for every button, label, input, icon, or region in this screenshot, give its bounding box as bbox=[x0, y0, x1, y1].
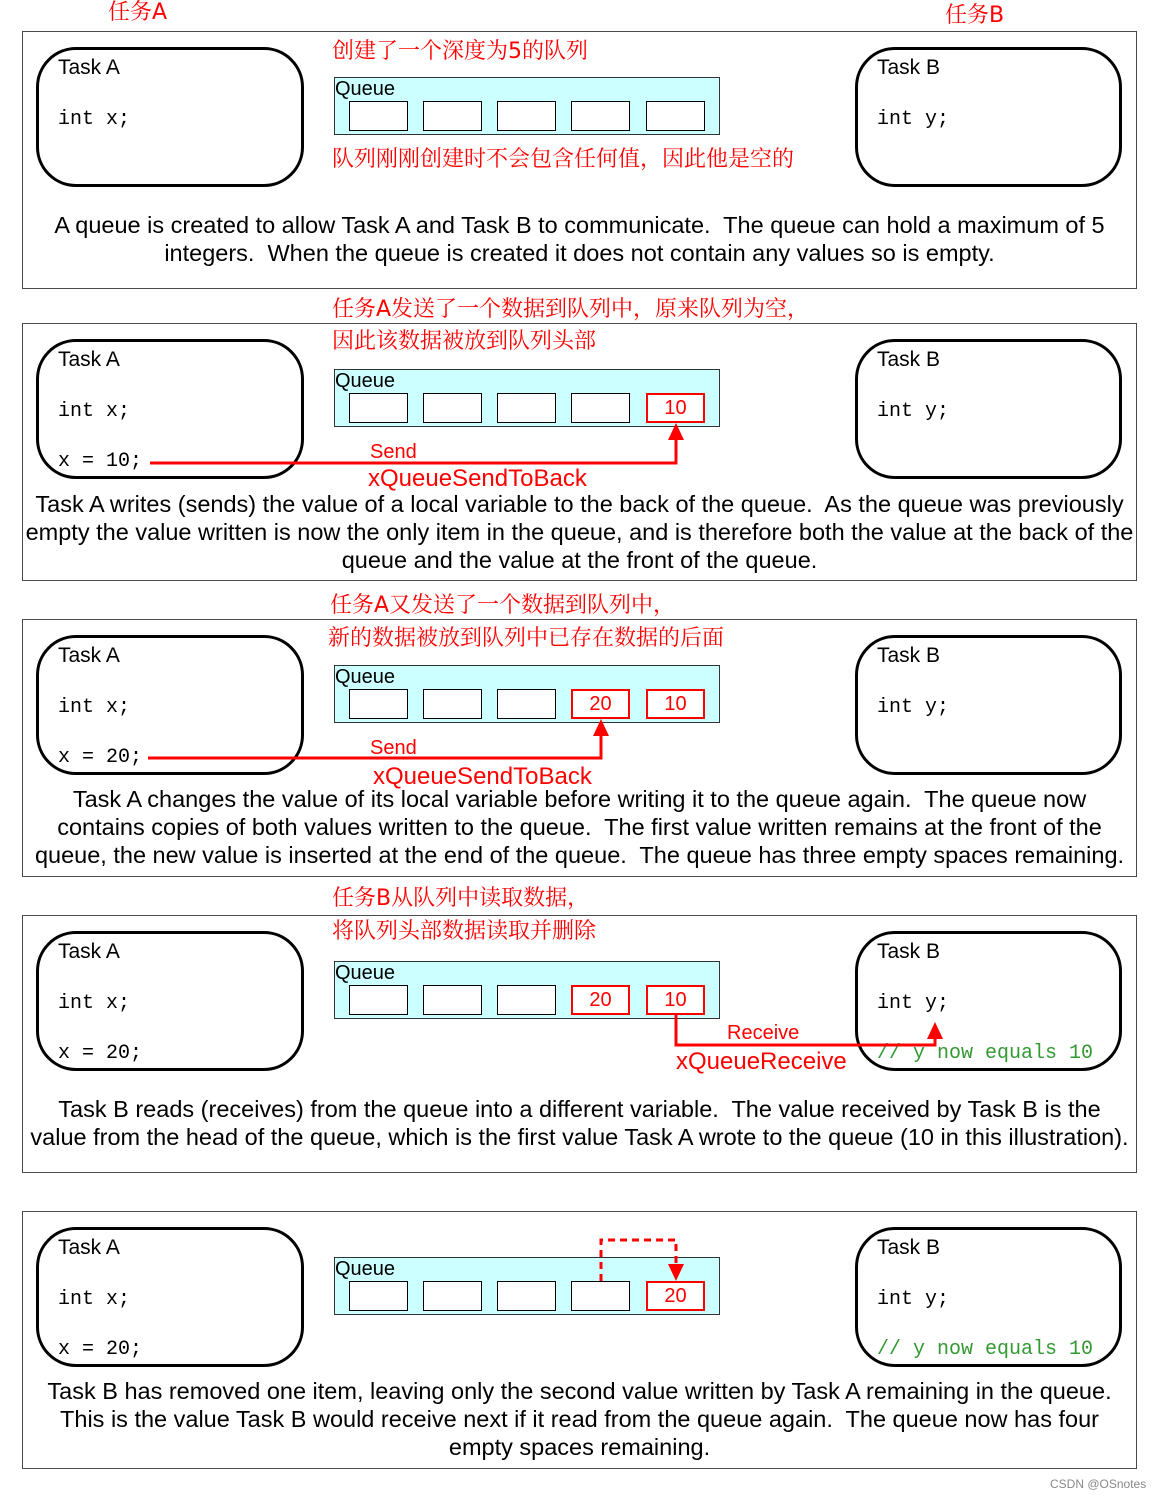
annotation-line: 任务A发送了一个数据到队列中，原来队列为空， bbox=[332, 297, 810, 322]
description bbox=[23, 785, 1136, 869]
queue bbox=[334, 77, 720, 135]
task-a-heading: 任务A bbox=[108, 0, 168, 25]
description-line: queue, the new value is inserted at the end of the queue. The queue has three empty spaces remaining. bbox=[34, 842, 1125, 868]
send-label: Send bbox=[370, 737, 417, 759]
panel-second-send bbox=[22, 593, 1137, 877]
annotation-line: 任务A又发送了一个数据到队列中， bbox=[330, 593, 676, 618]
annotation-line: 将队列头部数据读取并删除 bbox=[332, 919, 597, 944]
queue-label: Queue bbox=[335, 666, 396, 688]
queue-cell bbox=[349, 985, 408, 1015]
description-line: value from the head of the queue, which is the first value Task A wrote to the queue (10 in this illustration). bbox=[30, 1124, 1129, 1150]
queue-cell bbox=[497, 985, 556, 1015]
annotation-line: 任务B从队列中读取数据， bbox=[332, 886, 590, 911]
description-line: queue and the value at the front of the queue. bbox=[341, 547, 818, 573]
task-a-statement: x = 20; bbox=[58, 1042, 143, 1065]
description-line: Task B has removed one item, leaving only the second value written by Task A remaining in the queue. bbox=[47, 1378, 1112, 1404]
watermark: CSDN @OSnotes bbox=[1050, 1477, 1147, 1491]
task-b-title: Task B bbox=[877, 1236, 941, 1259]
description-line: This is the value Task B would receive next if it read from the queue again. The queue now has four bbox=[60, 1406, 1099, 1432]
function-label: xQueueSendToBack bbox=[368, 465, 587, 492]
task-a-title: Task A bbox=[58, 1236, 120, 1259]
description-line: integers. When the queue is created it does not contain any values so is empty. bbox=[164, 240, 995, 266]
queue-label: Queue bbox=[335, 962, 396, 984]
task-b-title: Task B bbox=[877, 940, 941, 963]
task-a-declaration: int x; bbox=[58, 696, 131, 719]
description bbox=[23, 490, 1136, 574]
task-b-heading: 任务B bbox=[945, 3, 1005, 28]
task-a-box bbox=[36, 1227, 304, 1367]
queue-cell: 20 bbox=[571, 689, 630, 719]
task-a-declaration: int x; bbox=[58, 108, 131, 131]
queue bbox=[334, 369, 720, 427]
task-b-comment: // y now equals 10 bbox=[877, 1042, 1094, 1065]
description-line: Task B reads (receives) from the queue into a different variable. The value received by Task B is the bbox=[58, 1096, 1101, 1122]
receive-label: Receive bbox=[727, 1022, 800, 1044]
queue-cell bbox=[423, 393, 482, 423]
queue-cell bbox=[497, 689, 556, 719]
task-b-box bbox=[855, 1227, 1122, 1367]
task-b-declaration: int y; bbox=[877, 108, 950, 131]
task-b-title: Task B bbox=[877, 348, 941, 371]
task-b-comment: // y now equals 10 bbox=[877, 1338, 1094, 1361]
send-label: Send bbox=[370, 441, 417, 463]
queue-label: Queue bbox=[335, 78, 396, 100]
function-label: xQueueSendToBack bbox=[373, 763, 592, 790]
task-b-declaration: int y; bbox=[877, 400, 950, 423]
task-b-box bbox=[855, 635, 1122, 775]
queue-cell bbox=[349, 393, 408, 423]
queue-label: Queue bbox=[335, 1258, 396, 1280]
queue-cell bbox=[423, 1281, 482, 1311]
task-b-title: Task B bbox=[877, 56, 941, 79]
task-a-title: Task A bbox=[58, 348, 120, 371]
queue-cell bbox=[497, 1281, 556, 1311]
queue-cell bbox=[497, 393, 556, 423]
task-a-title: Task A bbox=[58, 644, 120, 667]
queue-cell bbox=[571, 101, 630, 131]
annotation-line: 创建了一个深度为5的队列 bbox=[332, 39, 588, 64]
task-a-box bbox=[36, 47, 304, 187]
task-b-box bbox=[855, 339, 1122, 479]
description bbox=[23, 211, 1136, 267]
queue-cell bbox=[571, 1281, 630, 1311]
task-a-title: Task A bbox=[58, 940, 120, 963]
queue-cell: 10 bbox=[646, 985, 705, 1015]
queue-label: Queue bbox=[335, 370, 396, 392]
description-line: A queue is created to allow Task A and Task B to communicate. The queue can hold a maximum of 5 bbox=[54, 212, 1105, 238]
task-a-statement: x = 20; bbox=[58, 746, 143, 769]
queue-cell bbox=[349, 101, 408, 131]
queue-cell bbox=[423, 985, 482, 1015]
description-line: contains copies of both values written to the queue. The first value written remains at the front of the bbox=[57, 814, 1102, 840]
task-b-title: Task B bbox=[877, 644, 941, 667]
task-a-declaration: int x; bbox=[58, 1288, 131, 1311]
task-b-declaration: int y; bbox=[877, 696, 950, 719]
queue-cell bbox=[497, 101, 556, 131]
description-line: empty spaces remaining. bbox=[448, 1434, 711, 1460]
task-b-box bbox=[855, 931, 1122, 1071]
description-line: Task A changes the value of its local variable before writing it to the queue again. The queue now bbox=[72, 786, 1087, 812]
task-a-statement: x = 20; bbox=[58, 1338, 143, 1361]
annotation-line: 因此该数据被放到队列头部 bbox=[332, 329, 597, 354]
function-label: xQueueReceive bbox=[676, 1048, 847, 1075]
queue bbox=[334, 961, 720, 1019]
task-a-statement: x = 10; bbox=[58, 450, 143, 473]
task-a-declaration: int x; bbox=[58, 992, 131, 1015]
queue bbox=[334, 665, 720, 723]
description-line: empty the value written is now the only item in the queue, and is therefore both the value at the back of the bbox=[25, 519, 1134, 545]
task-a-declaration: int x; bbox=[58, 400, 131, 423]
task-a-box bbox=[36, 339, 304, 479]
annotation-line: 队列刚刚创建时不会包含任何值，因此他是空的 bbox=[332, 147, 795, 172]
queue bbox=[334, 1257, 720, 1315]
description-line: Task A writes (sends) the value of a local variable to the back of the queue. As the queue was previously bbox=[35, 491, 1124, 517]
annotation-line: 新的数据被放到队列中已存在数据的后面 bbox=[328, 626, 725, 651]
task-b-declaration: int y; bbox=[877, 992, 950, 1015]
description bbox=[23, 1377, 1136, 1461]
queue-cell bbox=[571, 393, 630, 423]
queue-cell bbox=[646, 101, 705, 131]
task-a-box bbox=[36, 931, 304, 1071]
queue-cell: 20 bbox=[571, 985, 630, 1015]
task-a-box bbox=[36, 635, 304, 775]
panel-first-send bbox=[22, 297, 1137, 581]
panel-receive bbox=[22, 886, 1137, 1173]
panel-after-receive bbox=[22, 1211, 1137, 1469]
queue-cell: 10 bbox=[646, 689, 705, 719]
queue-cell bbox=[423, 689, 482, 719]
task-b-box bbox=[855, 47, 1122, 187]
task-b-declaration: int y; bbox=[877, 1288, 950, 1311]
description bbox=[23, 1095, 1136, 1151]
task-a-title: Task A bbox=[58, 56, 120, 79]
queue-cell bbox=[349, 689, 408, 719]
panel-queue-created bbox=[22, 31, 1137, 289]
queue-cell: 10 bbox=[646, 393, 705, 423]
queue-cell bbox=[423, 101, 482, 131]
queue-cell: 20 bbox=[646, 1281, 705, 1311]
queue-cell bbox=[349, 1281, 408, 1311]
